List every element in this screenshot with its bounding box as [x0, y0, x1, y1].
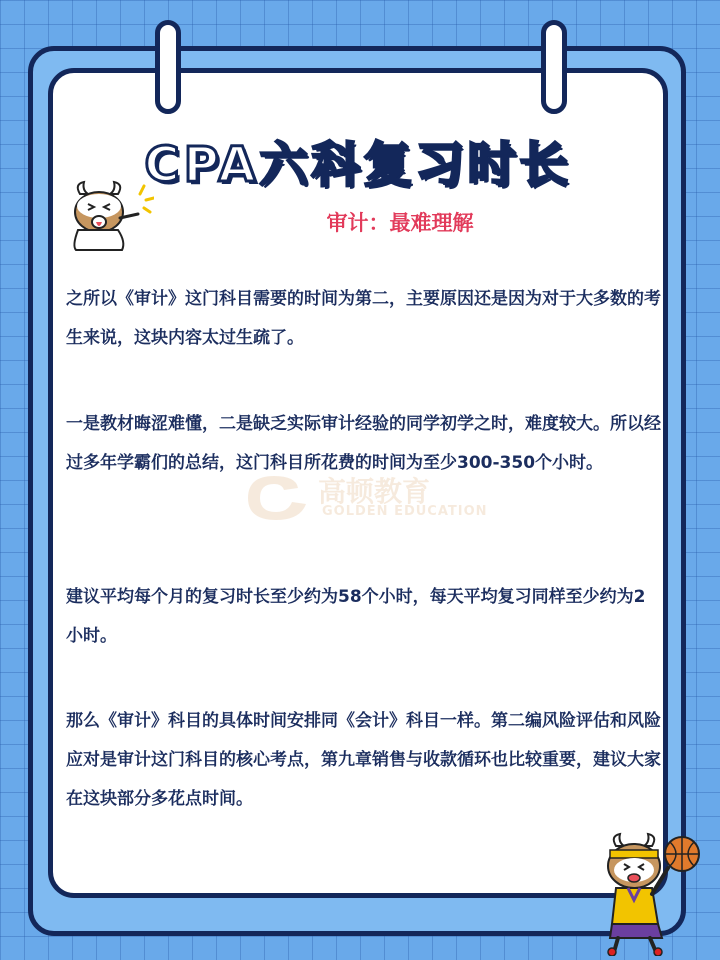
binder-ring-left — [155, 20, 181, 114]
paragraph-2: 一是教材晦涩难懂，二是缺乏实际审计经验的同学初学之时，难度较大。所以经过多年学霸们的总结，这门科目所花费的时间为至少300-350个小时。 — [66, 414, 661, 473]
binder-ring-right — [541, 20, 567, 114]
watermark — [236, 466, 516, 526]
paragraph-3: 建议平均每个月的复习时长至少约为58个小时，每天平均复习同样至少约为2小时。 — [66, 587, 646, 646]
watermark-en: GOLDEN EDUCATION — [322, 504, 488, 519]
paragraph-4: 那么《审计》科目的具体时间安排同《会计》科目一样。第二编风险评估和风险应对是审计这门科目的核心考点，第九章销售与收款循环也比较重要，建议大家在这块部分多花点时间。 — [66, 711, 661, 809]
ox-mascot-icon — [58, 180, 154, 252]
golden-education-logo-icon — [236, 468, 312, 522]
page-title: CPA六科复习时长 — [144, 137, 572, 193]
section-subtitle: 审计：最难理解 — [326, 211, 474, 235]
watermark-cn: 高顿教育 — [318, 475, 431, 508]
paragraph-1: 之所以《审计》这门科目需要的时间为第二，主要原因还是因为对于大多数的考生来说，这块内容太过生疏了。 — [66, 289, 661, 348]
ox-basketball-mascot-icon — [598, 824, 710, 956]
